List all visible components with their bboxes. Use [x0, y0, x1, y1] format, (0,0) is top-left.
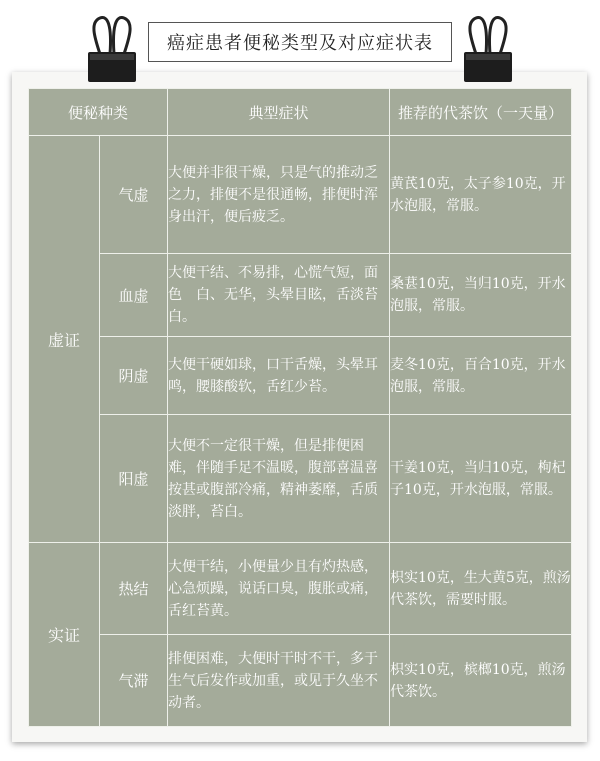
constipation-table — [28, 88, 572, 727]
table-row — [29, 635, 572, 727]
header-tea: 推荐的代茶饮（一天量） — [390, 89, 572, 136]
subtype-yangxu: 阳虚 — [100, 415, 168, 543]
table-row — [29, 543, 572, 635]
tea-cell: 枳实10克，槟榔10克，煎汤代茶饮。 — [390, 635, 572, 727]
tea-cell: 麦冬10克，百合10克，开水泡服，常服。 — [390, 337, 572, 415]
header-type: 便秘种类 — [29, 89, 168, 136]
symptoms-cell: 大便并非很干燥，只是气的推动乏之力，排便不是很通畅，排便时浑身出汗，便后疲乏。 — [168, 136, 390, 254]
binder-clip-right-icon — [462, 14, 514, 84]
symptoms-cell: 大便干结，小便量少且有灼热感，心急烦躁，说话口臭，腹胀或痛，舌红苔黄。 — [168, 543, 390, 635]
tea-cell: 枳实10克，生大黄5克，煎汤代茶饮，需要时服。 — [390, 543, 572, 635]
header-symptoms: 典型症状 — [168, 89, 390, 136]
subtype-qizhi: 气滞 — [100, 635, 168, 727]
symptoms-cell: 大便不一定很干燥，但是排便困难，伴随手足不温暖，腹部喜温喜按甚或腹部冷痛，精神萎靡，舌质淡胖，苔白。 — [168, 415, 390, 543]
tea-cell: 黄芪10克，太子参10克，开水泡服，常服。 — [390, 136, 572, 254]
header-row — [29, 89, 572, 136]
category-xuzheng: 虚证 — [29, 136, 100, 543]
subtype-qixu: 气虚 — [100, 136, 168, 254]
subtype-yinxu: 阴虚 — [100, 337, 168, 415]
subtype-rejie: 热结 — [100, 543, 168, 635]
table-row — [29, 254, 572, 337]
table-row — [29, 136, 572, 254]
subtype-xuexu: 血虚 — [100, 254, 168, 337]
table-row — [29, 337, 572, 415]
symptoms-cell: 大便干硬如球，口干舌燥，头晕耳鸣，腰膝酸软，舌红少苔。 — [168, 337, 390, 415]
binder-clip-left-icon — [86, 14, 138, 84]
symptoms-cell: 大便干结、不易排，心慌气短，面色 白、无华，头晕目眩，舌淡苔白。 — [168, 254, 390, 337]
symptoms-cell: 排便困难，大便时干时不干，多于生气后发作或加重，或见于久坐不动者。 — [168, 635, 390, 727]
category-shizheng: 实证 — [29, 543, 100, 727]
tea-cell: 桑葚10克，当归10克，开水泡服，常服。 — [390, 254, 572, 337]
tea-cell: 干姜10克，当归10克，枸杞子10克，开水泡服，常服。 — [390, 415, 572, 543]
table-row — [29, 415, 572, 543]
table-title: 癌症患者便秘类型及对应症状表 — [148, 22, 452, 62]
